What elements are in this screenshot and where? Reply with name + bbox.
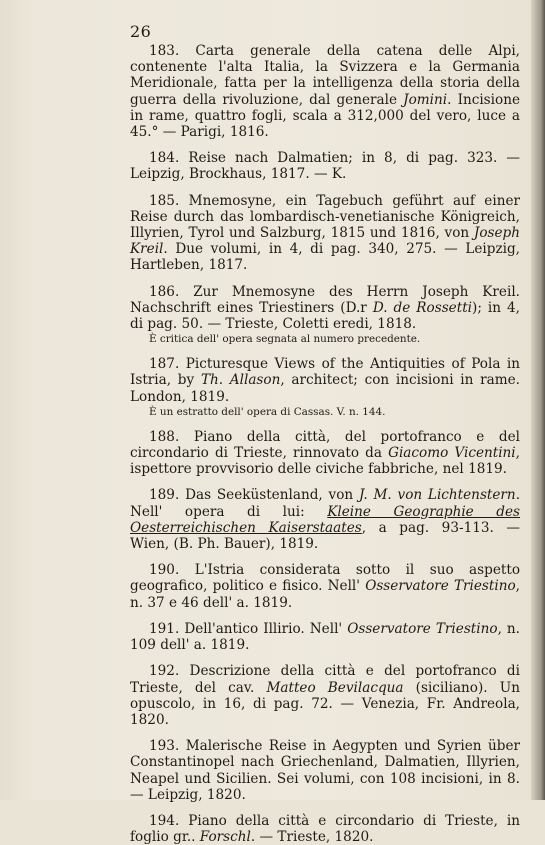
- entry-193: 193. Malerische Reise in Aegypten und Syrien über Constantinopel nach Griechenland, Dalmatien, Illyrien, Neapel und Sicilien. Sei volumi, con 108 incisioni, in 8. — Leipzig, 1820.: [130, 738, 520, 803]
- entry-188: 188. Piano della città, del portofranco e del circondario di Trieste, rinnovato da Giacomo Vicentini, ispettore provvisorio delle civiche fabbriche, nel 1819.: [130, 428, 520, 478]
- entry-192: 192. Descrizione della città e del portofranco di Trieste, del cav. Matteo Bevilacqua (siciliano). Un opuscolo, in 16, di pag. 72. — Venezia, Fr. Andreola, 1820.: [130, 663, 520, 728]
- page-edge-shadow: [531, 0, 545, 800]
- divider: [130, 477, 520, 487]
- entry-185: 185. Mnemosyne, ein Tagebuch geführt auf einer Reise durch das lombardisch-venetianische Königreich, Illyrien, Tyrol und Salzburg, 1815 und 1816, von Joseph Kreil. Due volumi, in 4, di pag. 340, 275. — Leipzig, Hartleben, 1817.: [130, 192, 520, 274]
- entry-186: 186. Zur Mnemosyne des Herrn Joseph Kreil. Nachschrift eines Triestiners (D.r D. de Rossetti); in 4, di pag. 50. — Trieste, Coletti eredi, 1818.: [130, 283, 520, 333]
- divider: [130, 140, 520, 150]
- divider: [130, 274, 520, 284]
- entry-190: 190. L'Istria considerata sotto il suo aspetto geografico, politico e fisico. Nell' Osservatore Triestino, n. 37 e 46 dell' a. 1819.: [130, 562, 520, 611]
- entry-183: 183. Carta generale della catena delle Alpi, contenente l'alta Italia, la Svizzera e la Germania Meridionale, fatta per la intelligenza della storia della guerra della rivoluzione, dal generale Jomini. Incisione in rame, quattro fogli, scala a 312,000 del vero, luce a 45.° — Parigi, 1816.: [130, 43, 520, 141]
- divider: [130, 183, 520, 193]
- divider: [130, 611, 520, 621]
- entry-184: 184. Reise nach Dalmatien; in 8, di pag. 323. — Leipzig, Brockhaus, 1817. — K.: [130, 150, 520, 183]
- entry-187-note: È un estratto dell' opera di Cassas. V. n. 144.: [149, 405, 386, 418]
- entry-189: 189. Das Seeküstenland, von J. M. von Lichtenstern. Nell' opera di lui: Kleine Geographie des Oesterreichischen Kaiserstaates, a pag. 93-113. — Wien, (B. Ph. Bauer), 1819.: [130, 487, 521, 553]
- divider: [130, 419, 520, 429]
- page-number: 26: [130, 22, 152, 41]
- entry-186-note: È critica dell' opera segnata al numero precedente.: [149, 333, 421, 346]
- entry-191: 191. Dell'antico Illirio. Nell' Osservatore Triestino, n. 109 dell' a. 1819.: [130, 620, 521, 654]
- entry-187: 187. Picturesque Views of the Antiquities of Pola in Istria, by Th. Allason, architect; con incisioni in rame. London, 1819.: [130, 356, 520, 405]
- divider: [130, 803, 520, 813]
- entry-194: 194. Piano della città e circondario di Trieste, in foglio gr.. Forschl. — Trieste, 1820.: [130, 812, 520, 845]
- bibliography-list: [130, 43, 520, 845]
- divider: [130, 728, 520, 738]
- divider: [130, 552, 520, 562]
- divider: [130, 346, 520, 356]
- divider: [130, 653, 520, 663]
